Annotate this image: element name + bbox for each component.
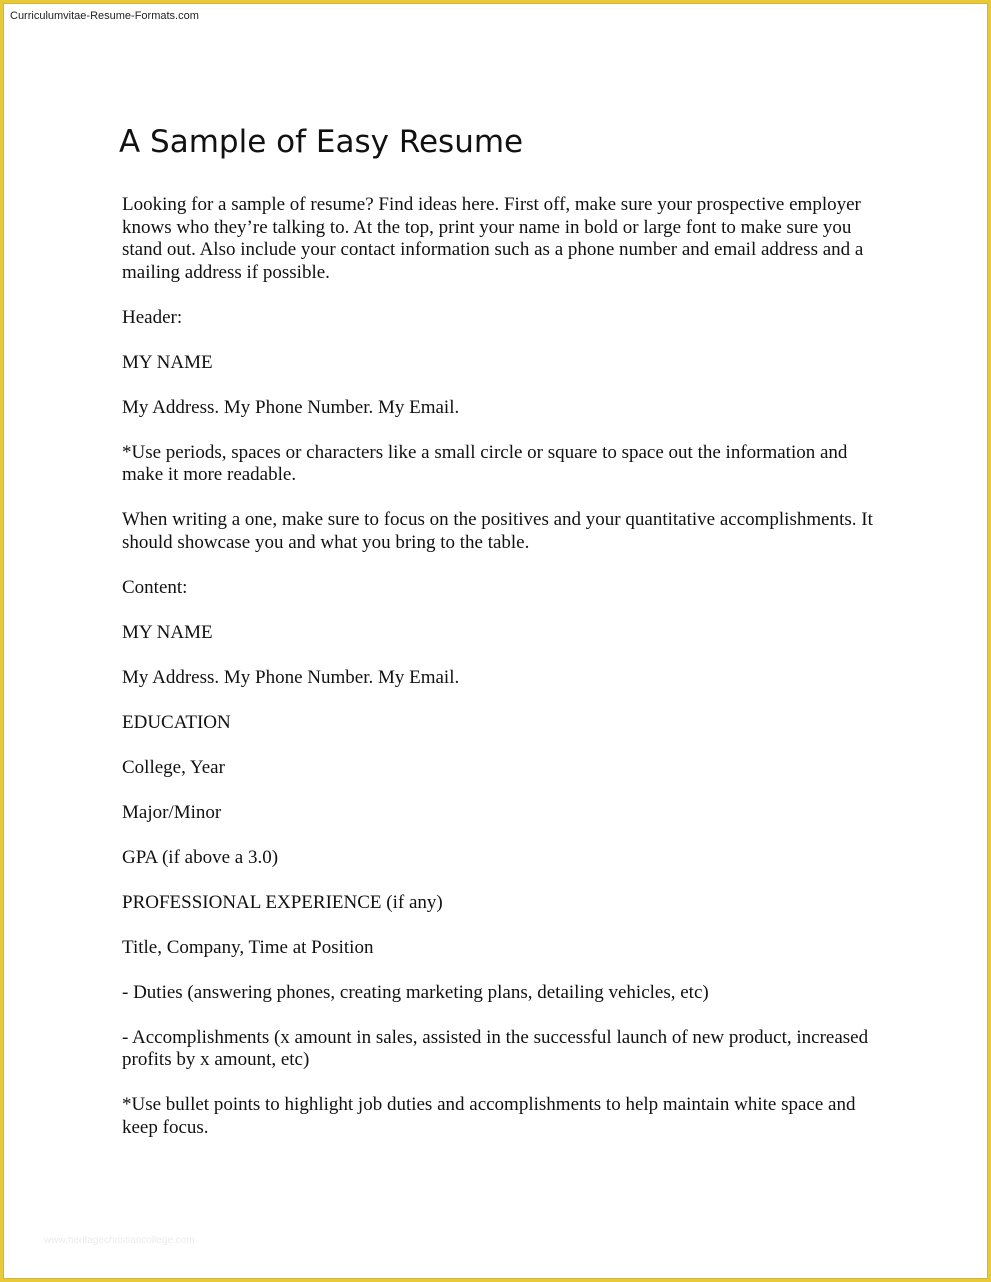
college-line: College, Year xyxy=(122,756,225,778)
site-watermark-label: Curriculumvitae-Resume-Formats.com xyxy=(10,10,199,22)
position-line: Title, Company, Time at Position xyxy=(122,936,374,958)
major-line: Major/Minor xyxy=(122,801,222,823)
header-name-line: MY NAME xyxy=(122,351,213,373)
gpa-line: GPA (if above a 3.0) xyxy=(122,846,279,868)
spacing-tip-paragraph: *Use periods, spaces or characters like a small circle or square to space out the information and make it more readable. xyxy=(122,441,848,485)
content-name-line: MY NAME xyxy=(122,621,213,643)
document-body xyxy=(122,194,892,1162)
bullet-tip-paragraph: *Use bullet points to highlight job duties and accomplishments to help maintain white space and keep focus. xyxy=(122,1094,856,1138)
document-page xyxy=(3,3,988,1279)
focus-tip-paragraph: When writing a one, make sure to focus on the positives and your quantitative accomplishments. It should showcase you and what you bring to the table. xyxy=(122,509,873,553)
content-label: Content: xyxy=(122,576,188,598)
accomplishments-line: - Accomplishments (x amount in sales, assisted in the successful launch of new product, increased profits by x amount, etc) xyxy=(122,1026,869,1070)
page-title: A Sample of Easy Resume xyxy=(119,124,524,160)
education-heading: EDUCATION xyxy=(122,711,231,733)
content-contact-line: My Address. My Phone Number. My Email. xyxy=(122,666,460,688)
experience-heading: PROFESSIONAL EXPERIENCE (if any) xyxy=(122,891,443,913)
header-label: Header: xyxy=(122,306,183,328)
header-contact-line: My Address. My Phone Number. My Email. xyxy=(122,396,460,418)
intro-paragraph: Looking for a sample of resume? Find ideas here. First off, make sure your prospective employer knows who they’re talking to. At the top, print your name in bold or large font to make sure you stand out. Also include your contact information such as a phone number and email address and a mailing address if possible. xyxy=(122,194,864,283)
duties-line: - Duties (answering phones, creating marketing plans, detailing vehicles, etc) xyxy=(122,981,709,1003)
faint-watermark: www.heritagechristiancollege.com xyxy=(44,1235,195,1246)
